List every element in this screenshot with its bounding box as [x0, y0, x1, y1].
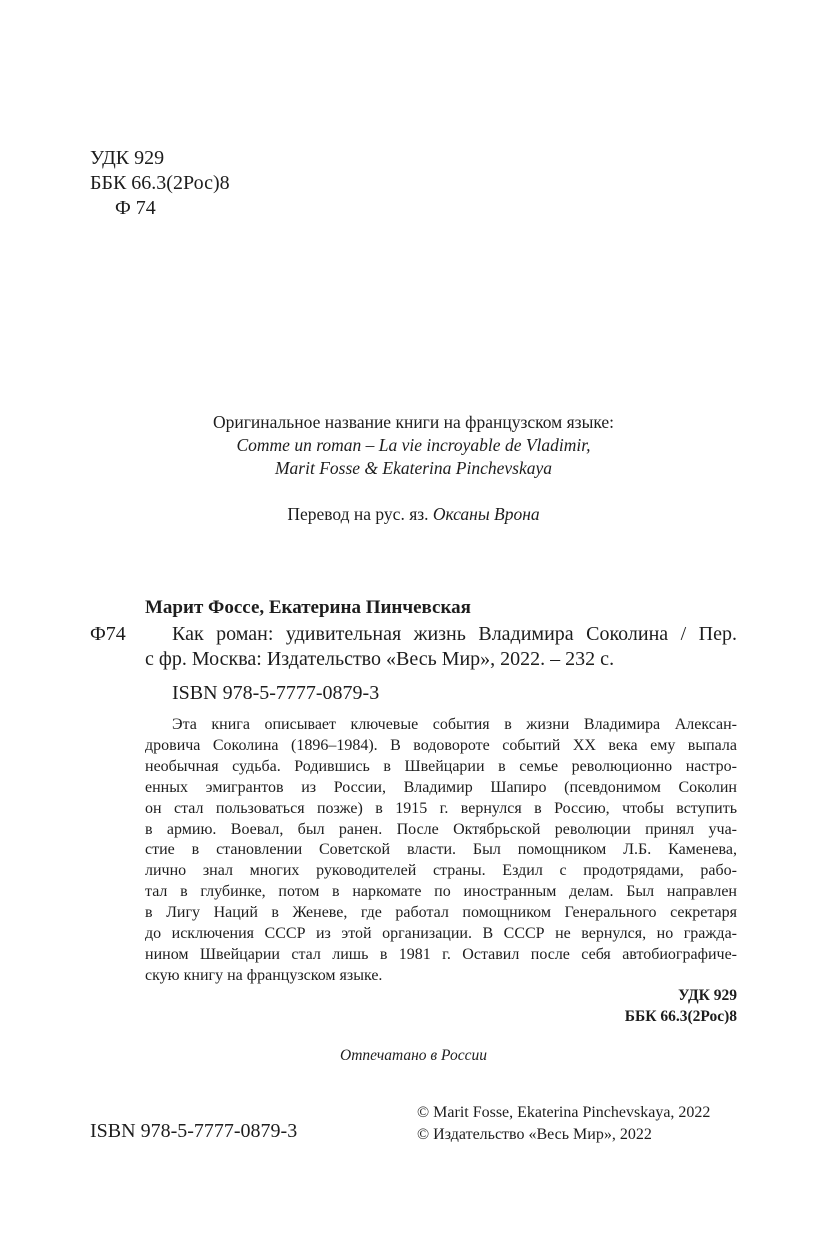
udk-code: УДК 929: [90, 147, 165, 169]
translation-prefix: Перевод на рус. яз.: [287, 504, 429, 524]
cutter-code: Ф 74: [115, 197, 156, 219]
printed-in: Отпечатано в России: [340, 1047, 487, 1064]
copyright-publisher: © Издательство «Весь Мир», 2022: [417, 1126, 652, 1143]
cutter-mark: Ф74: [90, 623, 126, 645]
copyright-authors: © Marit Fosse, Ekaterina Pinchevskaya, 2022: [417, 1104, 711, 1121]
translator-name: Оксаны Врона: [432, 504, 540, 524]
abstract-line: енных эмигрантов из России, Владимир Шапиро (псевдонимом Соколин: [145, 778, 737, 796]
bbk-code-right: ББК 66.3(2Рос)8: [624, 1008, 737, 1025]
udk-code-right: УДК 929: [678, 987, 737, 1004]
original-title-block: [100, 411, 727, 480]
abstract-line: в Лигу Наций в Женеве, где работал помощником Генерального секретаря: [145, 904, 737, 922]
abstract-line: он стал пользоваться позже) в 1915 г. вернулся в Россию, чтобы вступить: [145, 799, 737, 817]
original-title: Comme un roman – La vie incroyable de Vladimir,: [236, 435, 591, 455]
abstract-line: до исключения СССР из этой организации. В СССР не вернулся, но гражда-: [145, 925, 737, 943]
abstract-line: нином Швейцарии стал лишь в 1981 г. Оставил после себя автобиографиче-: [145, 945, 737, 963]
book-authors: Марит Фоссе, Екатерина Пинчевская: [145, 597, 471, 618]
abstract: [145, 715, 737, 987]
classification-right: [625, 985, 737, 1027]
abstract-line: Эта книга описывает ключевые события в жизни Владимира Алексан-: [172, 716, 737, 733]
abstract-line: лично знал многих руководителей страны. Ездил с продотрядами, рабо-: [145, 862, 737, 880]
abstract-line: стие в становлении Советской власти. Был помощником Л.Б. Каменева,: [145, 841, 737, 859]
biblio-line-1: Как роман: удивительная жизнь Владимира Соколина / Пер.: [172, 623, 737, 645]
classification-codes: [90, 146, 230, 221]
original-authors: Marit Fosse & Ekaterina Pinchevskaya: [274, 458, 552, 478]
bibliographic-description: [145, 622, 737, 672]
abstract-line: тал в глубинке, потом в наркомате по иностранным делам. Был направлен: [145, 883, 737, 901]
abstract-line: в армию. Воевал, был ранен. После Октябрьской революции принял уча-: [145, 820, 737, 838]
copyright-block: [417, 1102, 710, 1146]
abstract-line: дровича Соколина (1896–1984). В водовороте событий XX века ему выпала: [145, 736, 737, 754]
isbn-entry: ISBN 978-5-7777-0879-3: [172, 682, 380, 704]
bbk-code: ББК 66.3(2Рос)8: [90, 172, 230, 194]
translation-credit: [100, 503, 727, 526]
abstract-line: скую книгу на французском языке.: [145, 966, 383, 984]
original-title-label: Оригинальное название книги на французском языке:: [212, 412, 615, 432]
isbn-bottom: ISBN 978-5-7777-0879-3: [90, 1120, 298, 1142]
biblio-line-2: с фр. Москва: Издательство «Весь Мир», 2022. – 232 с.: [145, 648, 615, 670]
abstract-line: необычная судьба. Родившись в Швейцарии в семье революционно настро-: [145, 757, 737, 775]
